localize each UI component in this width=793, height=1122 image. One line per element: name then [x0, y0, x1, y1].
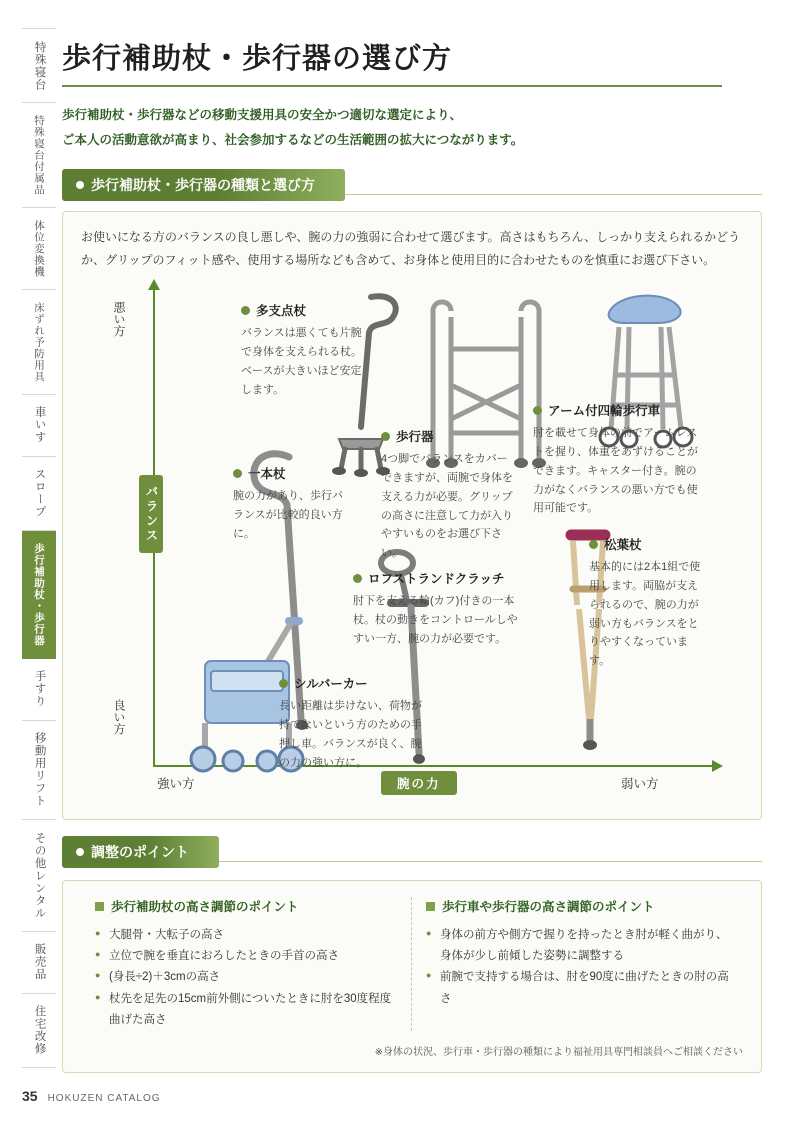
item-desc: 4つ脚でバランスをカバーできますが、両腕で身体を支える力が必要。グリップの高さに注意して力が入りやすいものをお選び下さい。	[381, 452, 513, 560]
item-title-label: 歩行器	[396, 429, 434, 444]
item-silver-car	[279, 674, 429, 773]
section1-panel	[62, 211, 762, 820]
sidebar-item-label: 特殊寝台付属品	[33, 114, 46, 196]
bullet-dot-icon	[381, 432, 390, 441]
lead-line-1: 歩行補助杖・歩行器などの移動支援用具の安全かつ適切な選定により、	[62, 108, 463, 122]
item-single-cane	[233, 464, 353, 544]
item-title	[533, 401, 705, 419]
axis-vertical-bottom-label: 良い方	[112, 698, 126, 735]
section2-heading-label: 調整のポイント	[91, 843, 189, 860]
sidebar-item-label: 移動用リフト	[33, 732, 46, 808]
bullet-dot-icon	[589, 540, 598, 549]
sidebar-item-label: 床ずれ予防用具	[33, 301, 46, 383]
sidebar-item-label: 車いす	[33, 406, 46, 444]
list-item: ● 身体の前方や側方で握りを持ったとき肘が軽く曲がり、身体が少し前傾した姿勢に調整する	[426, 925, 729, 968]
item-title-label: 多支点杖	[256, 303, 307, 318]
item-desc: 基本的には2本1組で使用します。両脇が支えられるので、腕の力が弱い方もバランスをとりやすくなっています。	[589, 560, 701, 668]
sidebar-item-label: 住宅改修	[33, 1005, 46, 1056]
sidebar-item-label: 歩行補助杖・歩行器	[33, 542, 46, 647]
section1-heading-label: 歩行補助杖・歩行器の種類と選び方	[91, 177, 315, 193]
section2-heading-wrap	[62, 820, 762, 868]
item-title	[353, 569, 523, 587]
bullet-dot-icon	[533, 406, 542, 415]
bullet-dot-icon	[279, 679, 288, 688]
section1-heading-wrap	[62, 153, 762, 201]
adjust-walker-list	[426, 925, 729, 1010]
adjust-walker-title-label: 歩行車や歩行器の高さ調節のポイント	[442, 899, 655, 914]
sidebar-item-11[interactable]	[22, 994, 56, 1068]
list-item: ● 立位で腕を垂直におろしたときの手首の高さ	[95, 946, 397, 967]
sidebar-item-9[interactable]	[22, 820, 56, 932]
section1-heading	[62, 169, 345, 201]
item-title-label: シルバーカー	[294, 676, 368, 691]
axis-vertical-label: バランス	[139, 475, 163, 553]
adjust-column-cane	[81, 897, 412, 1031]
axis-horizontal-label: 腕の力	[381, 771, 457, 795]
sidebar-item-0[interactable]	[22, 28, 56, 103]
adjust-note: ※身体の状況、歩行車・歩行器の種類により福祉用具専門相談員へご相談ください	[374, 1047, 743, 1059]
item-title-label: アーム付四輪歩行車	[548, 403, 661, 418]
adjust-cane-title-label: 歩行補助杖の高さ調節のポイント	[111, 899, 299, 914]
sidebar-item-5[interactable]	[22, 457, 56, 531]
list-item: ● (身長÷2)＋3cmの高さ	[95, 967, 397, 988]
item-multi-point-cane	[241, 301, 369, 400]
item-title-label: 一本杖	[248, 466, 286, 481]
brand-label: HOKUZEN CATALOG	[47, 1093, 161, 1104]
item-title	[241, 301, 369, 319]
item-title-label: ロフストランドクラッチ	[368, 571, 505, 586]
list-item: ● 杖先を足先の15cm前外側についたときに肘を30度程度曲げた高さ	[95, 989, 397, 1032]
main-content	[62, 36, 762, 1073]
lead-paragraph	[62, 103, 762, 153]
adjust-cane-title	[95, 897, 397, 915]
sidebar-item-label: 手すり	[33, 670, 46, 708]
axis-vertical-top-label: 悪い方	[112, 300, 126, 337]
axis-horizontal-left-label: 強い方	[157, 776, 195, 791]
sidebar-item-label: スロープ	[33, 468, 46, 519]
bullet-dot-icon	[76, 848, 84, 856]
section2-panel	[62, 880, 762, 1073]
bullet-dot-icon	[241, 306, 250, 315]
item-desc: 長い距離は歩けない、荷物が持てないという方のための手押し車。バランスが良く、腕の力の強い方に。	[279, 699, 422, 769]
selection-matrix	[81, 279, 743, 809]
sidebar-item-2[interactable]	[22, 208, 56, 290]
item-arm-rest-4wheel-walker	[533, 401, 705, 519]
axis-horizontal-right-label: 弱い方	[621, 776, 659, 791]
sidebar-item-walking-aids[interactable]	[22, 531, 56, 659]
sidebar-item-label: その他レンタル	[33, 831, 46, 920]
sidebar-item-7[interactable]	[22, 659, 56, 721]
page-footer	[22, 1088, 161, 1104]
sidebar-item-label: 特殊寝台	[33, 40, 46, 91]
bullet-dot-icon	[353, 574, 362, 583]
item-title	[279, 674, 429, 692]
item-lofstrand-crutch	[353, 569, 523, 649]
page-number: 35	[22, 1088, 38, 1104]
adjust-walker-title	[426, 897, 729, 915]
square-bullet-icon	[95, 902, 104, 911]
adjust-columns	[81, 897, 743, 1031]
item-title	[381, 427, 513, 445]
adjust-cane-list	[95, 925, 397, 1031]
item-title	[589, 535, 701, 553]
section2-heading	[62, 836, 219, 868]
sidebar-item-label: 販売品	[33, 943, 46, 981]
sidebar-item-10[interactable]	[22, 932, 56, 994]
square-bullet-icon	[426, 902, 435, 911]
item-desc: 腕の力があり、歩行バランスが比較的良い方に。	[233, 489, 343, 540]
bullet-dot-icon	[76, 181, 84, 189]
item-desc: 肘を載せて身体の前でアームレストを握り、体重をあずけることができます。キャスター付き。腕の力がなくバランスの悪い方でも使用可能です。	[533, 426, 698, 515]
sidebar-item-8[interactable]	[22, 721, 56, 820]
list-item: ● 大腿骨・大転子の高さ	[95, 925, 397, 946]
item-crutches	[589, 535, 701, 671]
item-title	[233, 464, 353, 482]
adjust-column-walker	[412, 897, 743, 1031]
sidebar-item-4[interactable]	[22, 395, 56, 457]
bullet-dot-icon	[233, 469, 242, 478]
sidebar-tab-rail	[22, 28, 56, 1068]
item-title-label: 松葉杖	[604, 537, 642, 552]
sidebar-item-label: 体位変換機	[33, 219, 46, 278]
item-desc: バランスは悪くても片腕で身体を支えられる杖。ベースが大きいほど安定します。	[241, 326, 362, 396]
section1-intro: お使いになる方のバランスの良し悪しや、腕の力の強弱に合わせて選びます。高さはもちろん、しっかり支えられるかどうか、グリップのフィット感や、使用する場所なども含めて、お身体と使用目的に合わせたものを慎重にお選び下さい。	[81, 230, 741, 268]
sidebar-item-3[interactable]	[22, 290, 56, 395]
list-item: ● 前腕で支持する場合は、肘を90度に曲げたときの肘の高さ	[426, 967, 729, 1010]
lead-line-2: ご本人の活動意欲が高まり、社会参加するなどの生活範囲の拡大につながります。	[62, 133, 524, 147]
item-walker	[381, 427, 513, 563]
page-title: 歩行補助杖・歩行器の選び方	[62, 36, 722, 87]
sidebar-item-1[interactable]	[22, 103, 56, 208]
item-desc: 肘下を支える輪(カフ)付きの一本杖。杖の動きをコントロールしやすい一方、腕の力が必要です。	[353, 594, 518, 645]
